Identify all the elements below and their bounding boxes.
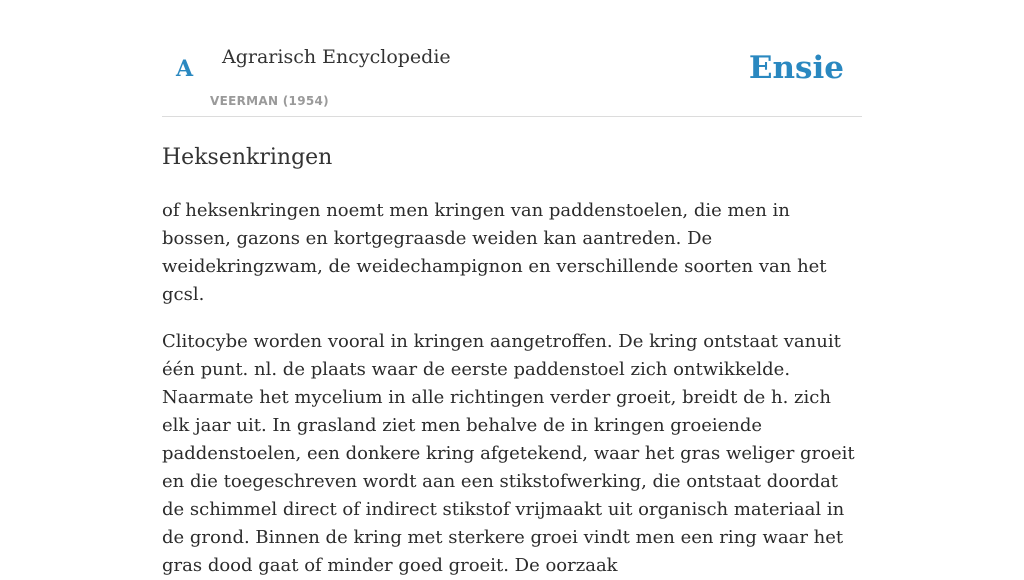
- article-paragraph: of heksenkringen noemt men kringen van paddenstoelen, die men in bossen, gazons en kortgegraasde weiden kan aantreden. De weidekringzwam, de weidechampignon en verschillende soorten van het gcsl.: [162, 200, 827, 305]
- publication-author-year: VEERMAN (1954): [210, 94, 329, 108]
- publication-title[interactable]: Agrarisch Encyclopedie: [222, 46, 451, 68]
- article-paragraph: Clitocybe worden vooral in kringen aangetroffen. De kring ontstaat vanuit één punt. nl. de plaats waar de eerste paddenstoel zich ontwikkelde. Naarmate het mycelium in alle richtingen verder groeit, breidt de h. zich elk jaar uit. In grasland ziet men behalve de in kringen groeiende paddenstoelen, een donkere kring afgetekend, waar het gras weliger groeit en die toegeschreven wordt aan een stikstofwerking, die ontstaat doordat de schimmel direct of indirect stikstof vrijmaakt uit organisch materiaal in de grond. Binnen de kring met sterkere groei vindt men een ring waar het gras dood gaat of minder goed groeit. De oorzaak: [162, 331, 855, 576]
- article-title: Heksenkringen: [162, 145, 333, 170]
- page: [162, 0, 862, 580]
- header: [162, 0, 862, 117]
- publication-logo[interactable]: A: [176, 56, 194, 82]
- brand-logo-link[interactable]: Ensie: [748, 50, 844, 86]
